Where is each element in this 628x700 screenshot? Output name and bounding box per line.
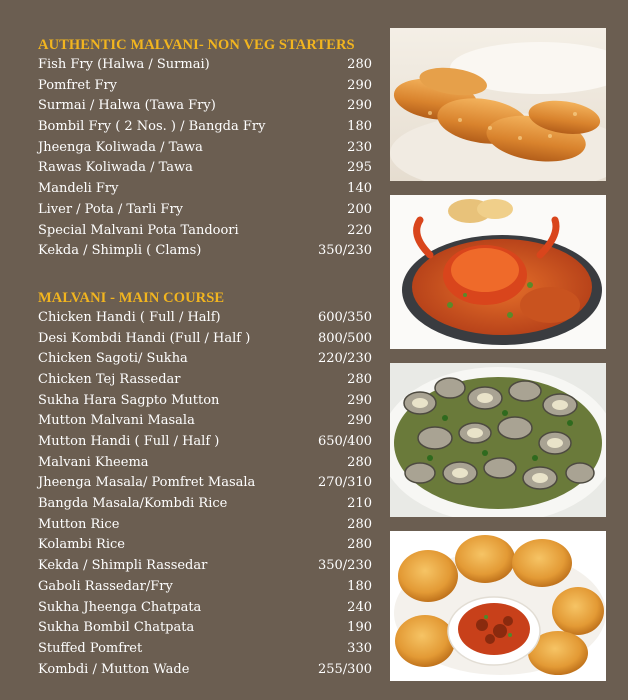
item-name: Mutton Rice (38, 516, 120, 532)
item-price: 255/300 (317, 661, 372, 677)
item-name: Sukha Jheenga Chatpata (38, 599, 202, 615)
section-title-starters: AUTHENTIC MALVANI- NON VEG STARTERS (38, 37, 355, 53)
item-name: Bangda Masala/Kombdi Rice (38, 496, 228, 512)
menu-item (38, 598, 372, 619)
menu-item (38, 117, 372, 138)
crab-curry-icon (390, 195, 606, 349)
menu-item (38, 432, 372, 453)
menu-item (38, 329, 372, 350)
wade-with-curry-icon (390, 531, 606, 681)
item-name: Pomfret Fry (38, 77, 118, 93)
menu-item (38, 158, 372, 179)
menu-item (38, 577, 372, 598)
item-name: Kekda / Shimpli Rassedar (38, 558, 208, 574)
menu-item (38, 535, 372, 556)
item-name: Jheenga Koliwada / Tawa (38, 139, 203, 155)
item-price: 290 (347, 77, 372, 93)
item-name: Liver / Pota / Tarli Fry (38, 201, 184, 217)
item-price: 220/230 (317, 351, 372, 367)
item-price: 280 (347, 454, 372, 470)
menu-item (38, 660, 372, 681)
item-price: 650/400 (317, 434, 372, 449)
item-name: Desi Kombdi Handi (Full / Half ) (38, 330, 251, 346)
item-price: 600/350 (317, 309, 372, 325)
menu-item (38, 241, 372, 262)
item-price: 280 (347, 516, 372, 532)
menu-item (38, 179, 372, 200)
menu-item (38, 370, 372, 391)
menu-item (38, 556, 372, 577)
menu-item (38, 494, 372, 515)
item-price: 270/310 (317, 475, 372, 491)
wade-photo (390, 531, 606, 681)
menu-item (38, 221, 372, 242)
item-name: Kombdi / Mutton Wade (38, 661, 190, 677)
item-price: 280 (347, 537, 372, 553)
item-price: 280 (347, 57, 372, 72)
item-price: 330 (347, 640, 372, 656)
item-name: Special Malvani Pota Tandoori (38, 222, 239, 238)
item-price: 210 (347, 496, 372, 512)
menu-item (38, 618, 372, 639)
section-spacer (38, 262, 372, 288)
menu-item (38, 349, 372, 370)
item-price: 240 (347, 599, 372, 615)
menu-item (38, 138, 372, 159)
item-name: Kolambi Rice (38, 537, 125, 553)
section-main-course (38, 288, 372, 680)
item-price: 190 (347, 620, 372, 636)
menu-item (38, 308, 372, 329)
item-name: Stuffed Pomfret (38, 640, 143, 656)
item-name: Sukha Bombil Chatpata (38, 620, 195, 636)
item-price: 290 (347, 392, 372, 408)
item-name: Gaboli Rassedar/Fry (38, 578, 173, 594)
item-name: Kekda / Shimpli ( Clams) (38, 243, 202, 259)
item-price: 290 (347, 413, 372, 429)
item-price: 180 (347, 119, 372, 135)
item-name: Malvani Kheema (38, 454, 149, 470)
item-name: Mutton Handi ( Full / Half ) (38, 434, 220, 449)
item-name: Jheenga Masala/ Pomfret Masala (38, 475, 256, 491)
item-name: Mandeli Fry (38, 181, 119, 197)
menu-item (38, 55, 372, 76)
item-price: 350/230 (317, 558, 372, 574)
menu-item (38, 515, 372, 536)
item-name: Sukha Hara Sagpto Mutton (38, 392, 220, 408)
menu-item (38, 200, 372, 221)
item-price: 200 (347, 201, 372, 217)
item-price: 230 (347, 139, 372, 155)
clams-photo (390, 363, 606, 517)
item-name: Bombil Fry ( 2 Nos. ) / Bangda Fry (38, 119, 266, 135)
item-price: 295 (347, 160, 372, 176)
item-price: 350/230 (317, 243, 372, 259)
item-name: Chicken Handi ( Full / Half) (38, 309, 221, 325)
item-name: Mutton Malvani Masala (38, 413, 195, 429)
menu-item (38, 76, 372, 97)
item-name: Surmai / Halwa (Tawa Fry) (38, 98, 216, 114)
menu-item (38, 411, 372, 432)
menu-item (38, 639, 372, 660)
item-name: Fish Fry (Halwa / Surmai) (38, 57, 210, 72)
item-name: Chicken Sagoti/ Sukha (38, 351, 188, 367)
fried-fish-icon (390, 28, 606, 181)
item-name: Chicken Tej Rassedar (38, 371, 181, 387)
menu-item (38, 453, 372, 474)
section-title-main-course: MALVANI - MAIN COURSE (38, 289, 225, 306)
clams-icon (390, 363, 606, 517)
item-price: 290 (347, 98, 372, 114)
item-price: 140 (347, 181, 372, 197)
crab-curry-photo (390, 195, 606, 349)
item-price: 220 (347, 222, 372, 238)
menu-item (38, 391, 372, 412)
item-price: 800/500 (317, 330, 372, 346)
item-name: Rawas Koliwada / Tawa (38, 160, 193, 176)
section-starters (38, 35, 372, 262)
menu-column (38, 35, 372, 680)
item-price: 280 (347, 371, 372, 387)
item-price: 180 (347, 578, 372, 594)
fried-fish-photo (390, 28, 606, 181)
menu-item (38, 96, 372, 117)
menu-item (38, 473, 372, 494)
